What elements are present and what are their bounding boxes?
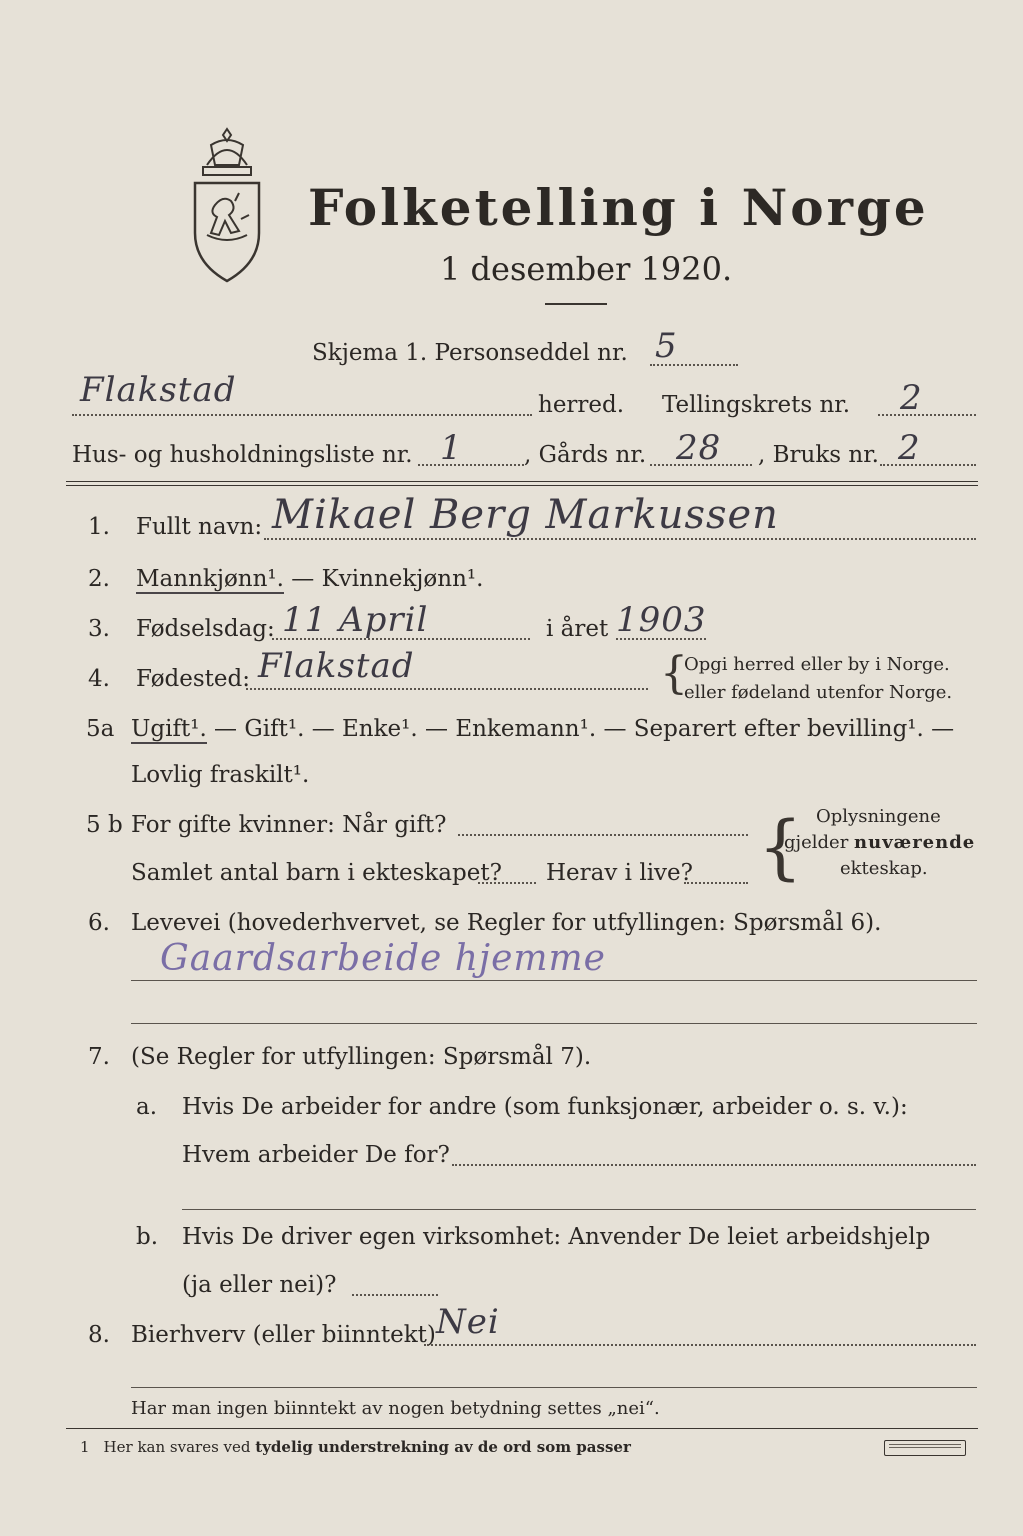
q2-options bbox=[136, 566, 483, 592]
q1-value[interactable]: Mikael Berg Markussen bbox=[272, 492, 779, 538]
q7a-label1: Hvis De arbeider for andre (som funksjonær, arbeider o. s. v.): bbox=[182, 1094, 908, 1120]
q6-label: Levevei (hovederhvervet, se Regler for utfyllingen: Spørsmål 6). bbox=[131, 910, 882, 936]
herred-value[interactable]: Flakstad bbox=[80, 370, 237, 410]
bruks-value[interactable]: 2 bbox=[898, 428, 921, 468]
footnote-rule bbox=[66, 1428, 978, 1429]
q2-number: 2. bbox=[88, 566, 110, 592]
q7-number: 7. bbox=[88, 1044, 110, 1070]
q6-value[interactable]: Gaardsarbeide hjemme bbox=[160, 938, 606, 979]
q5b-note-gjelder: gjelder bbox=[784, 832, 855, 853]
hus-value[interactable]: 1 bbox=[440, 428, 463, 468]
q5a-options bbox=[131, 716, 954, 742]
q3-label: Fødselsdag: bbox=[136, 616, 275, 642]
q5a-ugift-option[interactable]: Ugift¹. bbox=[131, 716, 207, 742]
q5b-married-field-line bbox=[458, 834, 748, 836]
q4-number: 4. bbox=[88, 666, 110, 692]
hus-label: Hus- og husholdningsliste nr. bbox=[72, 442, 413, 468]
q2-male-option[interactable]: Mannkjønn¹. bbox=[136, 566, 284, 592]
q1-label: Fullt navn: bbox=[136, 514, 263, 540]
herred-label: herred. bbox=[538, 392, 625, 418]
footnote-mark: 1 bbox=[80, 1438, 90, 1456]
title-divider bbox=[545, 303, 607, 305]
q5b-label1: For gifte kvinner: Når gift? bbox=[131, 812, 447, 838]
q7-label: (Se Regler for utfyllingen: Spørsmål 7). bbox=[131, 1044, 592, 1070]
q4-field-line bbox=[246, 688, 648, 690]
q5a-line2[interactable]: Lovlig fraskilt¹. bbox=[131, 762, 310, 788]
hus-field-line bbox=[418, 464, 524, 466]
q1-field-line bbox=[264, 538, 976, 540]
q1-number: 1. bbox=[88, 514, 110, 540]
form-title: Folketelling i Norge bbox=[308, 178, 929, 237]
q6-answer-line1 bbox=[131, 980, 977, 981]
q5b-number: 5 b bbox=[86, 812, 123, 838]
q5a-other-options[interactable]: — Gift¹. — Enke¹. — Enkemann¹. — Separert efter bevilling¹. — bbox=[206, 716, 955, 742]
q3-number: 3. bbox=[88, 616, 110, 642]
footnote-text-c: ord som passer bbox=[497, 1438, 631, 1456]
q5b-note-line1: Oplysningene bbox=[816, 806, 941, 827]
q4-note-line2: eller fødeland utenfor Norge. bbox=[684, 682, 953, 703]
q3-year-value[interactable]: 1903 bbox=[616, 600, 707, 640]
q7b-field-line bbox=[352, 1294, 438, 1296]
schema-label: Skjema 1. Personseddel nr. bbox=[312, 340, 628, 366]
gards-value[interactable]: 28 bbox=[676, 428, 722, 468]
q5b-children-field-line bbox=[478, 882, 536, 884]
q5b-label3: Herav i live? bbox=[546, 860, 693, 886]
q6-answer-line2 bbox=[131, 1023, 977, 1024]
q7b-label1: Hvis De driver egen virksomhet: Anvender De leiet arbeidshjelp bbox=[182, 1224, 931, 1250]
q7a-label2: Hvem arbeider De for? bbox=[182, 1142, 450, 1168]
q5b-note-brace: { bbox=[758, 806, 803, 888]
coat-of-arms-icon bbox=[185, 125, 270, 285]
footnote-text-b: tydelig understrekning av de bbox=[255, 1438, 498, 1456]
header-rule-1 bbox=[66, 481, 978, 482]
tellingskrets-value[interactable]: 2 bbox=[900, 378, 923, 418]
bruks-label: , Bruks nr. bbox=[758, 442, 879, 468]
q2-female-option[interactable]: Kvinnekjønn¹. bbox=[321, 566, 484, 592]
gards-label: , Gårds nr. bbox=[524, 442, 647, 468]
q2-separator: — bbox=[283, 566, 322, 592]
q5b-alive-field-line bbox=[684, 882, 748, 884]
q7a-field-line bbox=[452, 1164, 976, 1166]
bruks-field-line bbox=[880, 464, 976, 466]
q8-field-line bbox=[424, 1344, 976, 1346]
q4-note-line1: Opgi herred eller by i Norge. bbox=[684, 654, 950, 675]
q4-note-brace: { bbox=[660, 648, 688, 699]
q6-number: 6. bbox=[88, 910, 110, 936]
header-rule-2 bbox=[66, 485, 978, 486]
q7a-extra-line bbox=[182, 1209, 976, 1210]
q8-extra-line bbox=[131, 1387, 977, 1388]
q7b-label2: (ja eller nei)? bbox=[182, 1272, 337, 1298]
q5b-note-line2 bbox=[784, 832, 975, 853]
q8-number: 8. bbox=[88, 1322, 110, 1348]
printer-stamp-icon bbox=[884, 1440, 966, 1456]
personseddel-value[interactable]: 5 bbox=[655, 326, 678, 366]
tellingskrets-label: Tellingskrets nr. bbox=[662, 392, 851, 418]
q4-label: Fødested: bbox=[136, 666, 251, 692]
footnote-text-a: Her kan svares ved bbox=[103, 1438, 256, 1456]
tellingskrets-field-line bbox=[878, 414, 976, 416]
q5b-note-line3: ekteskap. bbox=[840, 858, 928, 879]
q3-year-label: i året bbox=[546, 616, 609, 642]
q8-value[interactable]: Nei bbox=[436, 1302, 500, 1342]
q8-label: Bierhverv (eller biinntekt) bbox=[131, 1322, 436, 1348]
footnote bbox=[80, 1438, 631, 1456]
herred-field-line bbox=[72, 414, 532, 416]
q5b-note-current: nuværende bbox=[854, 832, 976, 853]
q5b-label2: Samlet antal barn i ekteskapet? bbox=[131, 860, 502, 886]
q4-value[interactable]: Flakstad bbox=[258, 646, 415, 686]
q3-value[interactable]: 11 April bbox=[282, 600, 429, 640]
q7b-letter: b. bbox=[136, 1224, 159, 1250]
nei-note: Har man ingen biinntekt av nogen betydning settes „nei“. bbox=[131, 1398, 660, 1419]
census-date: 1 desember 1920. bbox=[440, 250, 733, 288]
q7a-letter: a. bbox=[136, 1094, 158, 1120]
q5a-number: 5a bbox=[86, 716, 115, 742]
